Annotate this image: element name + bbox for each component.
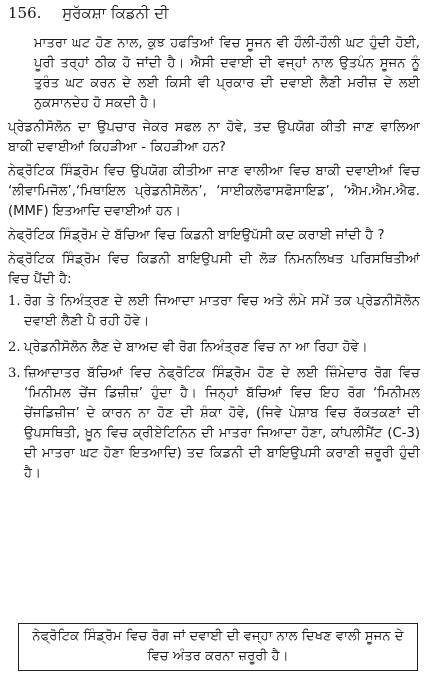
question-biopsy: ਨੇਫ੍ਰੋਟਿਕ ਸਿੰਡ੍ਰੋਮ ਦੇ ਬੱਚਿਆ ਵਿਚ ਕਿਡਨੀ ਬਾਇਉਪੱਸੀ ਕਦ ਕਰਾਈ ਜਾਂਦੀ ਹੈ ?: [8, 228, 385, 243]
list-item: [8, 292, 420, 332]
list-text: ਪ੍ਰੇਡਨੀਸੋਲੋਨ ਲੈਣ ਦੇ ਬਾਅਦ ਵੀ ਰੋਗ ਨਿਅੰਤ੍ਰਣ ਵਿਚ ਨਾ ਆ ਰਿਹਾ ਹੋਵੇ।: [24, 340, 368, 355]
question-other-medicines: ਪ੍ਰੇਡਨੀਸੋਲੋਨ ਦਾ ਉਪਚਾਰ ਜੇਕਰ ਸਫਲ ਨਾ ਹੋਵੇ, ਤਦ ਉਪਯੋਗ ਕੀਤੀ ਜਾਣ ਵਾਲਿਆ ਬਾਕੀ ਦਵਾਈਆਂ ਕਿਹੜੀਆ - ਕਿਹੜੀਆ ਹਨ?: [8, 120, 420, 155]
list-number: 1.: [8, 294, 21, 309]
list-number: 3.: [8, 366, 21, 381]
list-text: ਰੋਗ ਤੇ ਨਿਅੰਤ੍ਰਣ ਦੇ ਲਈ ਜਿਆਦਾ ਮਾਤਰਾ ਵਿਚ ਅਤੇ ਲੰਮੇ ਸਮੇਂ ਤਕ ਪ੍ਰੇਡਨੀਸੋਲੋਨ ਦਵਾਈ ਲੈਣੀ ਪੈ ਰਹੀ ਹੋਵੇ।: [24, 294, 420, 329]
note-text: ਨੇਫ੍ਰੋਟਿਕ ਸਿੰਡ੍ਰੋਮ ਵਿਚ ਰੋਗ ਜਾਂ ਦਵਾਈ ਦੀ ਵਜ੍ਹਾ ਨਾਲ ਦਿਖਣ ਵਾਲੀ ਸੂਜਨ ਦੇ ਵਿਚ ਅੰਤਰ ਕਰਨਾ ਜ਼ਰੂਰੀ ਹੈ।: [32, 629, 404, 664]
list-item: [8, 338, 420, 358]
page-number: 156.: [8, 4, 42, 22]
paragraph-biopsy-intro: ਨੇਫ੍ਰੋਟਿਕ ਸਿੰਡ੍ਰੋਮ ਵਿਚ ਕਿਡਨੀ ਬਾਇਉਪਸੀ ਦੀ ਲੋੜ ਨਿਮਨਲਿਖਤ ਪਰਿਸਥਿਤੀਆਂ ਵਿਚ ਪੈਂਦੀ ਹੈ:: [8, 252, 420, 287]
page-header: [8, 3, 169, 23]
list-item: [8, 364, 420, 484]
paragraph-swelling: ਮਾਤਰਾ ਘਟ ਹੋਣ ਨਾਲ, ਕੁਝ ਹਫਤਿਆਂ ਵਿਚ ਸੂਜਨ ਵੀ ਹੌਲੀ-ਹੌਲੀ ਘਟ ਹੁੰਦੀ ਹੋਈ, ਪੂਰੀ ਤਰ੍ਹਾਂ ਠੀਕ ਹੋ ਜਾਂਦੀ ਹੈ। ਐਸੀ ਦਵਾਈ ਦੀ ਵਜ੍ਹਾਂ ਨਾਲ ਉਤਪੰਨ ਸੂਜਨ ਨੂੰ ਤੁਰੰਤ ਘਟ ਕਰਨ ਦੇ ਲਈ ਕਿਸੀ ਵੀ ਪ੍ਰਕਾਰ ਦੀ ਦਵਾਈ ਲੈਣੀ ਮਰੀਜ਼ ਦੇ ਲਈ ਨੁਕਸਾਨਦੇਹ ਹੋ ਸਕਦੀ ਹੈ।: [34, 36, 420, 111]
body-text: [8, 34, 420, 490]
list-number: 2.: [8, 340, 21, 355]
paragraph-other-medicines: ਨੇਫ੍ਰੋਟਿਕ ਸਿੰਡ੍ਰੋਮ ਵਿਚ ਉਪਯੋਗ ਕੀਤੀਆ ਜਾਣ ਵਾਲੀਆ ਵਿਚ ਬਾਕੀ ਦਵਾਈਆਂ ਵਿਚ ‘ਲੀਵਾਮਿਜੋਲ’,‘ਮਿਥਾਇਲ ਪ੍ਰੇਡਨੀਸੋਲੋਨ’, ‘ਸਾਈਕਲੋਫਾਸਫੋਸਾਇਡ’, ‘ਐਮ.ਐਮ.ਐਫ. (MMF) ਇਤਆਦਿ ਦਵਾਈਆਂ ਹਨ।: [8, 164, 420, 219]
note-box: [18, 623, 418, 671]
biopsy-conditions-list: [8, 292, 420, 484]
running-title: ਸੁਰੱਕਸ਼ਾ ਕਿਡਨੀ ਦੀ: [62, 4, 169, 22]
list-text: ਜ਼ਿਆਦਾਤਰ ਬੱਚਿਆਂ ਵਿਚ ਨੇਫ੍ਰੋਟਿਕ ਸਿੰਡ੍ਰੋਮ ਹੋਣ ਦੇ ਲਈ ਜ਼ਿੰਮੇਦਾਰ ਰੋਗ ਵਿਚ ‘ਮਿਨੀਮਲ ਚੇਂਜ ਡਿਜ਼ੀਜ਼’ ਹੁੰਦਾ ਹੈ। ਜਿਨ੍ਹਾਂ ਬੱਚਿਆਂ ਵਿਚ ਇਹ ਰੋਗ ‘ਮਿਨੀਮਲ ਚੇਂਜਡਿਜ਼ੀਜ’ ਦੇ ਕਾਰਨ ਨਾ ਹੋਣ ਦੀ ਸ਼ੰਕਾ ਹੋਵੇ, (ਜਿਵੇ ਪੇਸ਼ਾਬ ਵਿਚ ਰੱਕਤਕਣਾਂ ਦੀ ਉਪਸਥਿਤੀ, ਖ਼ੂਨ ਵਿਚ ਕ੍ਰੀਏਟਿਨਿਨ ਦੀ ਮਾਤਰਾ ਜਿਆਦਾ ਹੋਣਾ, ਕਾਂਪਲੀਮੈਂਟ (C-3) ਦੀ ਮਾਤਰਾ ਘਟ ਹੋਣਾ ਇਤਆਦਿ) ਤਦ ਕਿਡਨੀ ਦੀ ਬਾਇਉਪਸੀ ਕਰਾਣੀ ਜ਼ਰੂਰੀ ਹੁੰਦੀ ਹੈ।: [24, 366, 420, 481]
